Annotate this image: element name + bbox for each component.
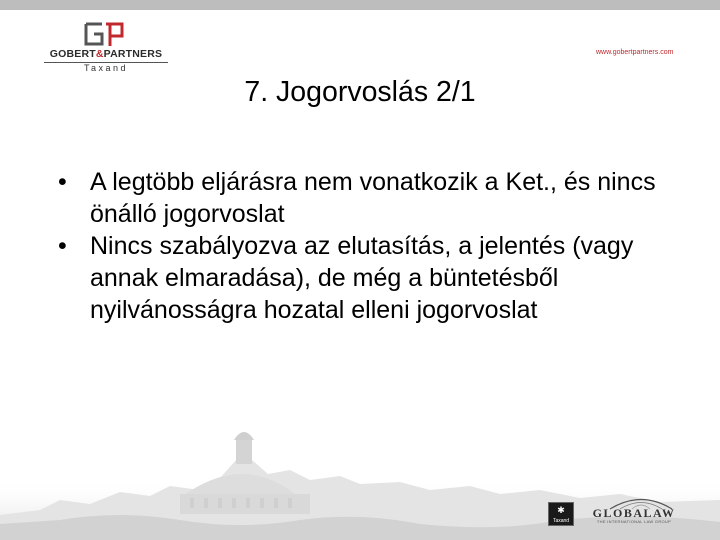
gp-monogram-icon xyxy=(82,20,126,48)
globalaw-name: GLOBALAW xyxy=(592,506,676,520)
top-bar xyxy=(0,0,720,10)
bullet-marker: • xyxy=(58,168,67,196)
logo-name: GOBERT&PARTNERS xyxy=(49,48,163,60)
bullet-text: A legtöbb eljárásra nem vonatkozik a Ket., és nincs önálló jogorvoslat xyxy=(90,168,656,228)
taxand-star-icon: ✱ xyxy=(557,505,565,515)
bullet-marker: • xyxy=(58,232,67,260)
website-url[interactable]: www.gobertpartners.com xyxy=(596,49,674,56)
bullet-list xyxy=(58,166,678,326)
slide-title: 7. Jogorvoslás 2/1 xyxy=(244,76,476,108)
gobert-partners-logo xyxy=(44,20,168,74)
bullet-text: Nincs szabályozva az elutasítás, a jelentés (vagy annak elmaradása), de még a büntetésből nyilvánosságra hozatal elleni jogorvoslat xyxy=(90,232,634,324)
taxand-badge-label: Taxand xyxy=(552,518,570,524)
bullet-item xyxy=(58,230,678,326)
taxand-badge xyxy=(548,502,574,526)
globalaw-logo xyxy=(586,496,682,526)
globalaw-subtitle: THE INTERNATIONAL LAW GROUP xyxy=(596,519,672,524)
logo-taxand-text: Taxand xyxy=(83,63,129,73)
bullet-item xyxy=(58,166,678,230)
